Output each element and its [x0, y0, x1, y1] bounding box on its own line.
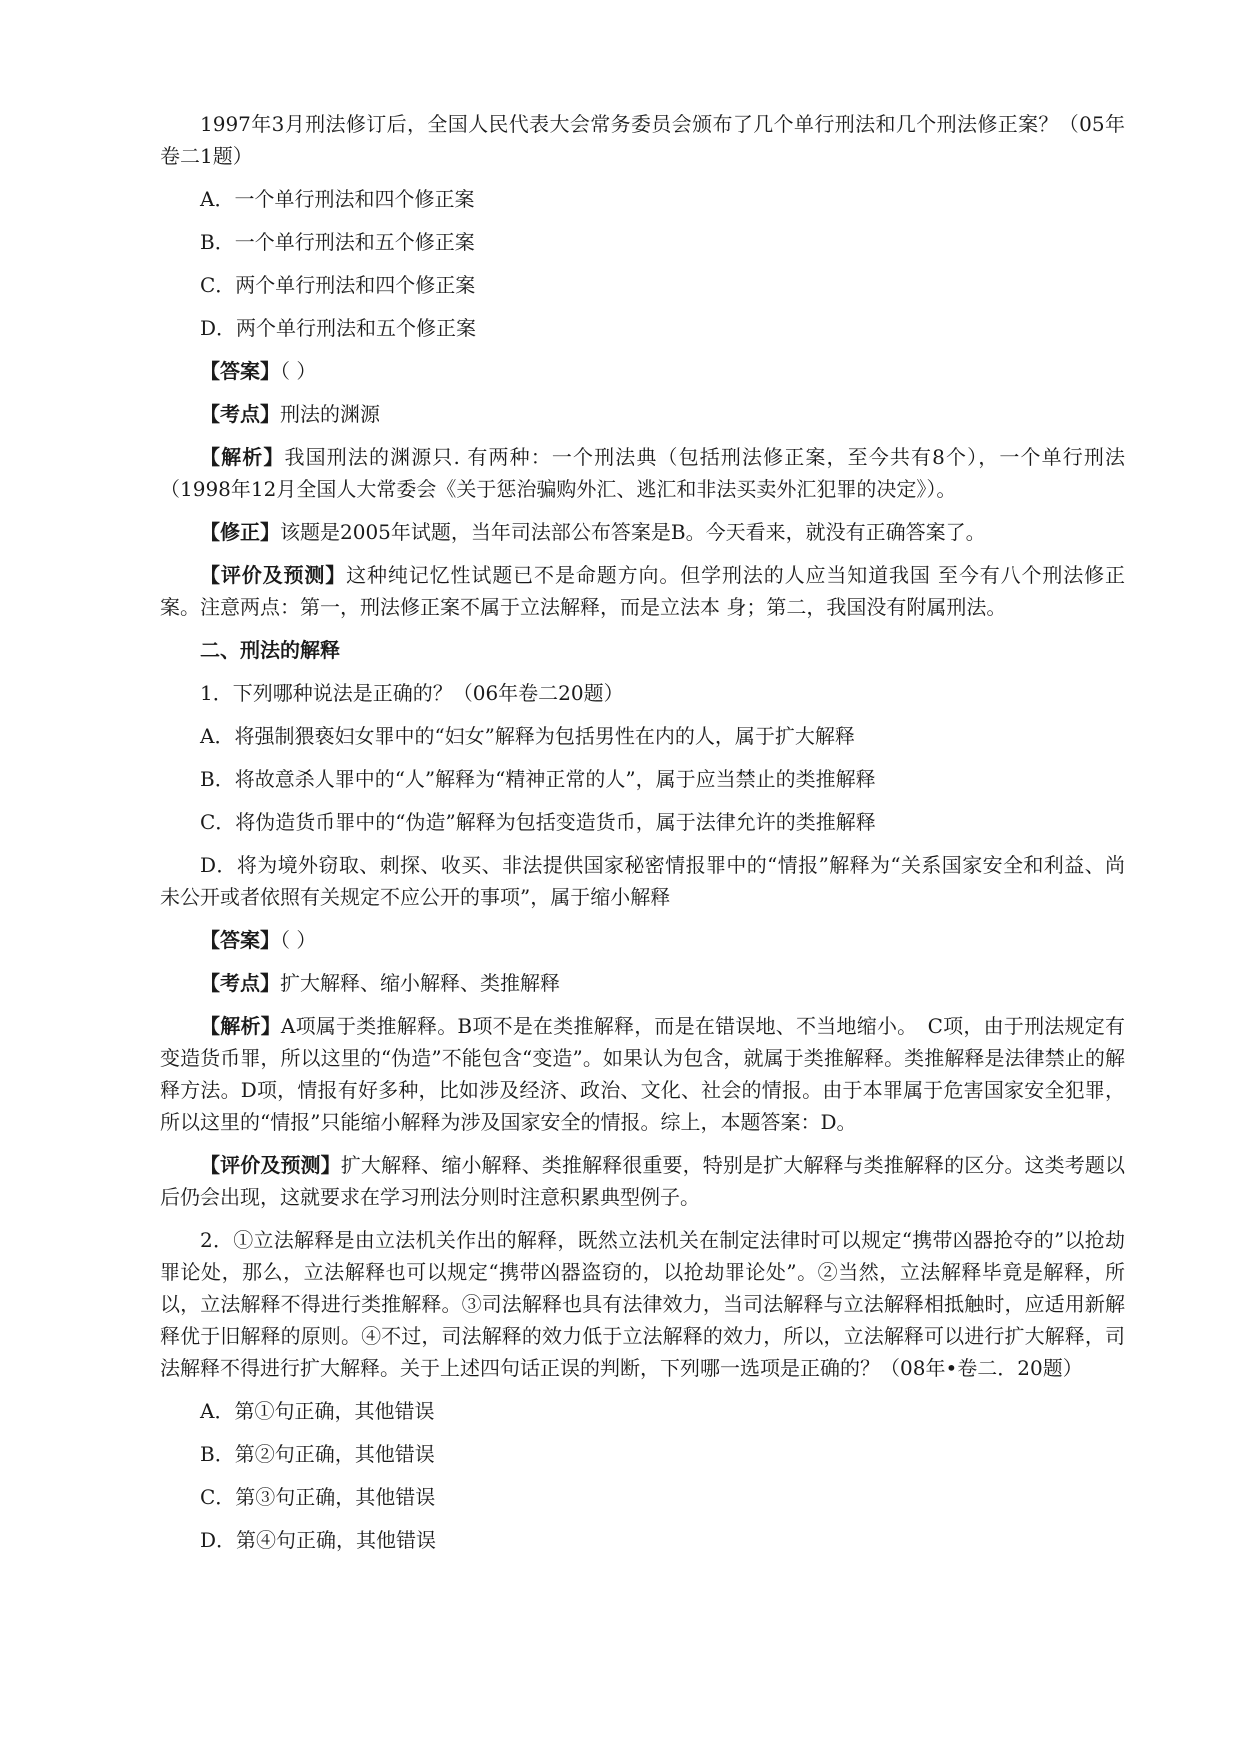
- q1-correction-value: 该题是2005年试题，当年司法部公布答案是B。今天看来，就没有正确答案了。: [280, 520, 986, 544]
- q2-stem: 1．下列哪种说法是正确的？（06年卷二20题）: [200, 681, 624, 705]
- q1-answer-tag: 【答案】: [200, 359, 280, 383]
- q2-option-c: C．将伪造货币罪中的“伪造”解释为包括变造货币，属于法律允许的类推解释: [200, 810, 876, 834]
- q3-option-d: D．第④句正确，其他错误: [200, 1528, 437, 1552]
- q2-analysis-value: A项属于类推解释。B项不是在类推解释，而是在错误地、不当地缩小。 C项，由于刑法规定有变造货币罪，所以这里的“伪造”不能包含“变造”。如果认为包含，就属于类推解释。类推解释是法律禁止的解释方法。D项，情报有好多种，比如涉及经济、政治、文化、社会的情报。由于本罪属于危害国家安全犯罪，所以这里的“情报”只能缩小解释为涉及国家安全的情报。综上，本题答案：D。: [160, 1014, 1125, 1134]
- q2-point: [160, 967, 1125, 999]
- q2-point-tag: 【考点】: [200, 971, 280, 995]
- q1-answer: [160, 355, 1125, 387]
- q1-answer-value: （ ）: [280, 359, 317, 383]
- q2-answer: [160, 924, 1125, 956]
- q1-correction-tag: 【修正】: [200, 520, 280, 544]
- q1-review-value: 这种纯记忆性试题已不是命题方向。但学刑法的人应当知道我国 至今有八个刑法修正案。注意两点：第一，刑法修正案不属于立法解释，而是立法本 身；第二，我国没有附属刑法。: [160, 563, 1126, 619]
- q1-analysis: [160, 441, 1125, 505]
- q3-stem: 2．①立法解释是由立法机关作出的解释，既然立法机关在制定法律时可以规定“携带凶器抢夺的”以抢劫罪论处，那么，立法解释也可以规定“携带凶器盗窃的，以抢劫罪论处”。②当然，立法解释毕竟是解释，所以，立法解释不得进行类推解释。③司法解释也具有法律效力，当司法解释与立法解释相抵触时，应适用新解释优于旧解释的原则。④不过，司法解释的效力低于立法解释的效力，所以，立法解释可以进行扩大解释，司法解释不得进行扩大解释。关于上述四句话正误的判断，下列哪一选项是正确的？（08年•卷二．20题）: [160, 1228, 1125, 1380]
- q3-option-a: A．第①句正确，其他错误: [200, 1399, 435, 1423]
- q1-analysis-value: 我国刑法的渊源只. 有两种：一个刑法典（包括刑法修正案，至今共有8个），一个单行刑法（1998年12月全国人大常委会《关于惩治骗购外汇、逃汇和非法买卖外汇犯罪的决定》）。: [160, 445, 1125, 501]
- q3-option-c: C．第③句正确，其他错误: [200, 1485, 436, 1509]
- q2-option-a: A．将强制猥亵妇女罪中的“妇女”解释为包括男性在内的人，属于扩大解释: [200, 724, 855, 748]
- document-page: [160, 108, 1125, 1567]
- q1-review: [160, 559, 1125, 623]
- q2-analysis-tag: 【解析】: [200, 1014, 281, 1038]
- q2-option-b: B．将故意杀人罪中的“人”解释为“精神正常的人”，属于应当禁止的类推解释: [200, 767, 876, 791]
- q3-option-b: B．第②句正确，其他错误: [200, 1442, 435, 1466]
- q1-option-b: B．一个单行刑法和五个修正案: [200, 230, 475, 254]
- q2-analysis: [160, 1010, 1125, 1138]
- q1-stem: 1997年3月刑法修订后，全国人民代表大会常务委员会颁布了几个单行刑法和几个刑法修正案？（05年卷二1题）: [160, 112, 1125, 168]
- q1-option-a: A．一个单行刑法和四个修正案: [200, 187, 475, 211]
- q1-option-c: C．两个单行刑法和四个修正案: [200, 273, 476, 297]
- q2-review-value: 扩大解释、缩小解释、类推解释很重要，特别是扩大解释与类推解释的区分。这类考题以后仍会出现，这就要求在学习刑法分则时注意积累典型例子。: [160, 1153, 1126, 1209]
- q1-point-tag: 【考点】: [200, 402, 280, 426]
- q1-review-tag: 【评价及预测】: [200, 563, 347, 587]
- q1-point: [160, 398, 1125, 430]
- q2-option-d: D．将为境外窃取、刺探、收买、非法提供国家秘密情报罪中的“情报”解释为“关系国家安全和利益、尚未公开或者依照有关规定不应公开的事项”，属于缩小解释: [160, 853, 1125, 909]
- q1-point-value: 刑法的渊源: [280, 402, 380, 426]
- q2-answer-value: （ ）: [280, 928, 317, 952]
- q1-option-d: D．两个单行刑法和五个修正案: [200, 316, 477, 340]
- q2-review-tag: 【评价及预测】: [200, 1153, 341, 1177]
- section-heading: 二、刑法的解释: [200, 638, 340, 662]
- q2-point-value: 扩大解释、缩小解释、类推解释: [280, 971, 560, 995]
- q1-analysis-tag: 【解析】: [200, 445, 285, 469]
- q1-correction: [160, 516, 1125, 548]
- q2-answer-tag: 【答案】: [200, 928, 280, 952]
- q2-review: [160, 1149, 1125, 1213]
